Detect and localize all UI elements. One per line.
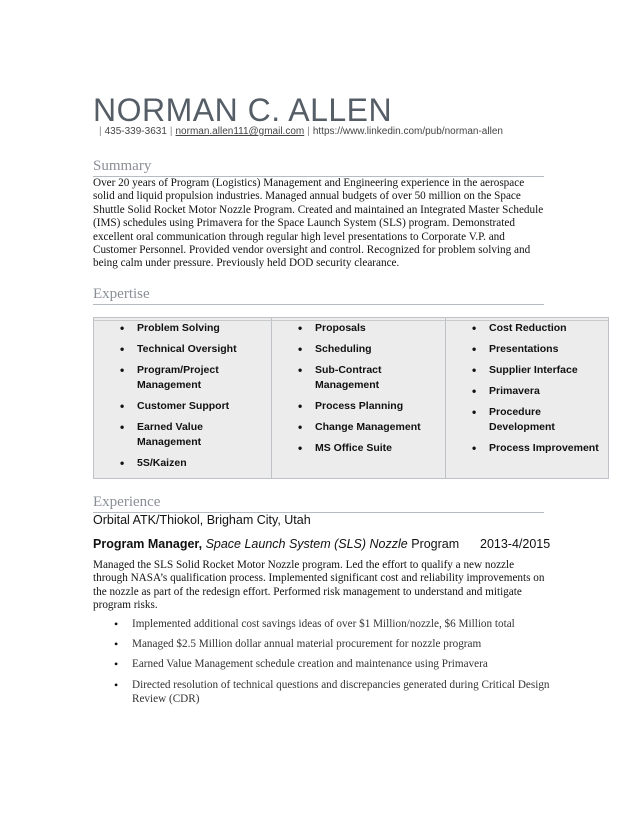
- role-description: Managed the SLS Solid Rocket Motor Nozzle program. Led the effort to qualify a new nozzle through NASA’s qualification process. Implemented significant cost and reliability improvements on the nozzle as part of the redesign effort. Performed risk management to understand and mitigate program risks.: [93, 559, 545, 612]
- linkedin-url[interactable]: https://www.linkedin.com/pub/norman-allen: [312, 126, 503, 137]
- expertise-item: • Sub-Contract Management: [315, 363, 405, 393]
- expertise-item: • Earned Value Management: [137, 420, 227, 450]
- expertise-heading: Expertise: [93, 285, 544, 305]
- list-item: • Directed resolution of technical questions and discrepancies generated during Critical Design Review (CDR): [132, 678, 572, 706]
- expertise-item: • Process Improvement: [489, 441, 604, 456]
- phone-number: 435-339-3631: [104, 126, 167, 137]
- expertise-item: • Problem Solving: [137, 321, 220, 336]
- expertise-item: • Procedure Development: [489, 405, 579, 435]
- expertise-item: • MS Office Suite: [315, 441, 392, 456]
- expertise-item: • Proposals: [315, 321, 366, 336]
- separator: |: [307, 126, 310, 137]
- candidate-name: NORMAN C. ALLEN: [93, 92, 393, 128]
- expertise-item: • Presentations: [489, 342, 558, 357]
- expertise-item: • Customer Support: [137, 399, 229, 414]
- expertise-item: • Cost Reduction: [489, 321, 567, 336]
- expertise-item: • Change Management: [315, 420, 421, 435]
- role-line: [93, 537, 459, 551]
- expertise-item: • Process Planning: [315, 399, 403, 414]
- contact-line: [96, 126, 503, 138]
- role-suffix: Program: [411, 537, 460, 551]
- expertise-item: • Technical Oversight: [137, 342, 237, 357]
- summary-text: Over 20 years of Program (Logistics) Management and Engineering experience in the aerospace solid and liquid propulsion industries. Managed annual budgets of over 50 million on the Space Shuttle Solid Rocket Motor Nozzle Program. Created and maintained an Integrated Master Schedule (IMS) schedules using Primavera for the Space Launch System (SLS) program. Demonstrated excellent oral communication through regular high level presentations to Corporate V.P. and Customer Personnel. Provided vendor oversight and control. Recognized for problem solving and being calm under pressure. Previously held DOD security clearance.: [93, 177, 544, 270]
- expertise-column-3: [446, 318, 608, 478]
- separator: |: [99, 126, 102, 137]
- role-title: Program Manager,: [93, 537, 203, 551]
- experience-heading: Experience: [93, 493, 544, 513]
- list-item: • Managed $2.5 Million dollar annual material procurement for nozzle program: [132, 637, 572, 651]
- list-item: • Implemented additional cost savings ideas of over $1 Million/nozzle, $6 Million total: [132, 617, 572, 631]
- expertise-item: • Scheduling: [315, 342, 372, 357]
- expertise-column-1: [94, 318, 272, 478]
- expertise-item: • Supplier Interface: [489, 363, 578, 378]
- company-name: Orbital ATK/Thiokol, Brigham City, Utah: [93, 513, 311, 527]
- expertise-column-2: [272, 318, 446, 478]
- list-item: • Earned Value Management schedule creation and maintenance using Primavera: [132, 657, 572, 671]
- expertise-item: • 5S/Kaizen: [137, 456, 187, 471]
- expertise-item: • Primavera: [489, 384, 540, 399]
- summary-heading: Summary: [93, 157, 544, 177]
- separator: |: [169, 126, 173, 137]
- role-dates: 2013-4/2015: [480, 537, 551, 551]
- expertise-table: [93, 317, 609, 479]
- role-program: Space Launch System (SLS) Nozzle: [205, 537, 408, 551]
- email-link[interactable]: norman.allen111@gmail.com: [175, 126, 305, 137]
- expertise-item: • Program/Project Management: [137, 363, 247, 393]
